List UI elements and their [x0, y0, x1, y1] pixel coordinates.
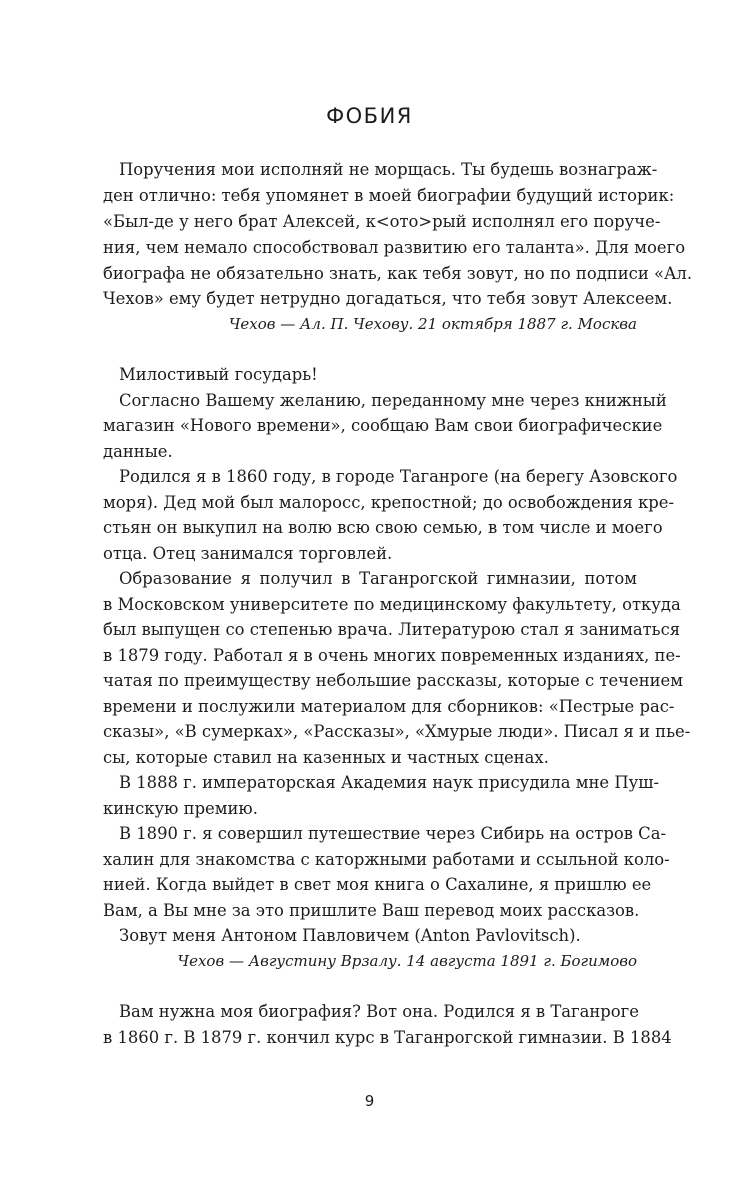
text-line: Поручения мои исполняй не морщась. Ты будешь вознаграж-: [119, 160, 658, 179]
text-line: стьян он выкупил на волю всю свою семью, в том числе и моего: [103, 518, 663, 537]
text-line: сы, которые ставил на казенных и частных сценах.: [103, 748, 549, 767]
chapter-title: ФОБИЯ: [326, 104, 413, 128]
text-line: сказы», «В сумерках», «Рассказы», «Хмурые люди». Писал я и пье-: [103, 722, 691, 741]
text-line: Образование я получил в Таганрогской гимназии, потом: [119, 569, 637, 588]
text-line: Чехов» ему будет нетрудно догадаться, что тебя зовут Алексеем.: [103, 289, 673, 308]
text-line: Милостивый государь!: [119, 365, 318, 384]
text-line: отца. Отец занимался торговлей.: [103, 544, 393, 563]
text-line: чатая по преимуществу небольшие рассказы, которые с течением: [103, 671, 684, 690]
text-line: в Московском университете по медицинскому факультету, откуда: [103, 595, 681, 614]
text-line: биографа не обязательно знать, как тебя зовут, но по подписи «Ал.: [103, 264, 693, 283]
text-line: моря). Дед мой был малоросс, крепостной; до освобождения кре-: [103, 493, 675, 512]
letter-citation: Чехов — Ал. П. Чехову. 21 октября 1887 г. Москва: [228, 315, 637, 333]
text-line: Вам нужна моя биография? Вот она. Родился я в Таганроге: [119, 1002, 639, 1021]
text-line: магазин «Нового времени», сообщаю Вам свои биографические: [103, 416, 663, 435]
text-line: В 1888 г. императорская Академия наук присудила мне Пуш-: [119, 773, 660, 792]
text-line: Согласно Вашему желанию, переданному мне через книжный: [119, 391, 667, 410]
text-line: в 1860 г. В 1879 г. кончил курс в Таганрогской гимназии. В 1884: [103, 1028, 672, 1047]
text-line: Вам, а Вы мне за это пришлите Ваш перевод моих рассказов.: [103, 901, 640, 920]
text-line: времени и послужили материалом для сборников: «Пестрые рас-: [103, 697, 675, 716]
text-line: в 1879 году. Работал я в очень многих повременных изданиях, пе-: [103, 646, 681, 665]
text-line: В 1890 г. я совершил путешествие через Сибирь на остров Са-: [119, 824, 667, 843]
letter-citation: Чехов — Августину Врзалу. 14 августа 1891 г. Богимово: [177, 952, 637, 970]
text-line: нией. Когда выйдет в свет моя книга о Сахалине, я пришлю ее: [103, 875, 652, 894]
text-line: «Был-де у него брат Алексей, к<ото>рый исполнял его поруче-: [103, 212, 661, 231]
text-line: ния, чем немало способствовал развитию его таланта». Для моего: [103, 238, 686, 257]
text-line: был выпущен со степенью врача. Литературою стал я заниматься: [103, 620, 681, 639]
text-line: Родился я в 1860 году, в городе Таганроге (на берегу Азовского: [119, 467, 678, 486]
text-line: данные.: [103, 442, 173, 461]
text-line: Зовут меня Антоном Павловичем (Anton Pavlovitsch).: [119, 926, 581, 945]
text-line: халин для знакомства с каторжными работами и ссыльной коло-: [103, 850, 670, 869]
text-line: ден отлично: тебя упомянет в моей биографии будущий историк:: [103, 186, 675, 205]
text-line: кинскую премию.: [103, 799, 258, 818]
page-number: 9: [364, 1092, 375, 1110]
